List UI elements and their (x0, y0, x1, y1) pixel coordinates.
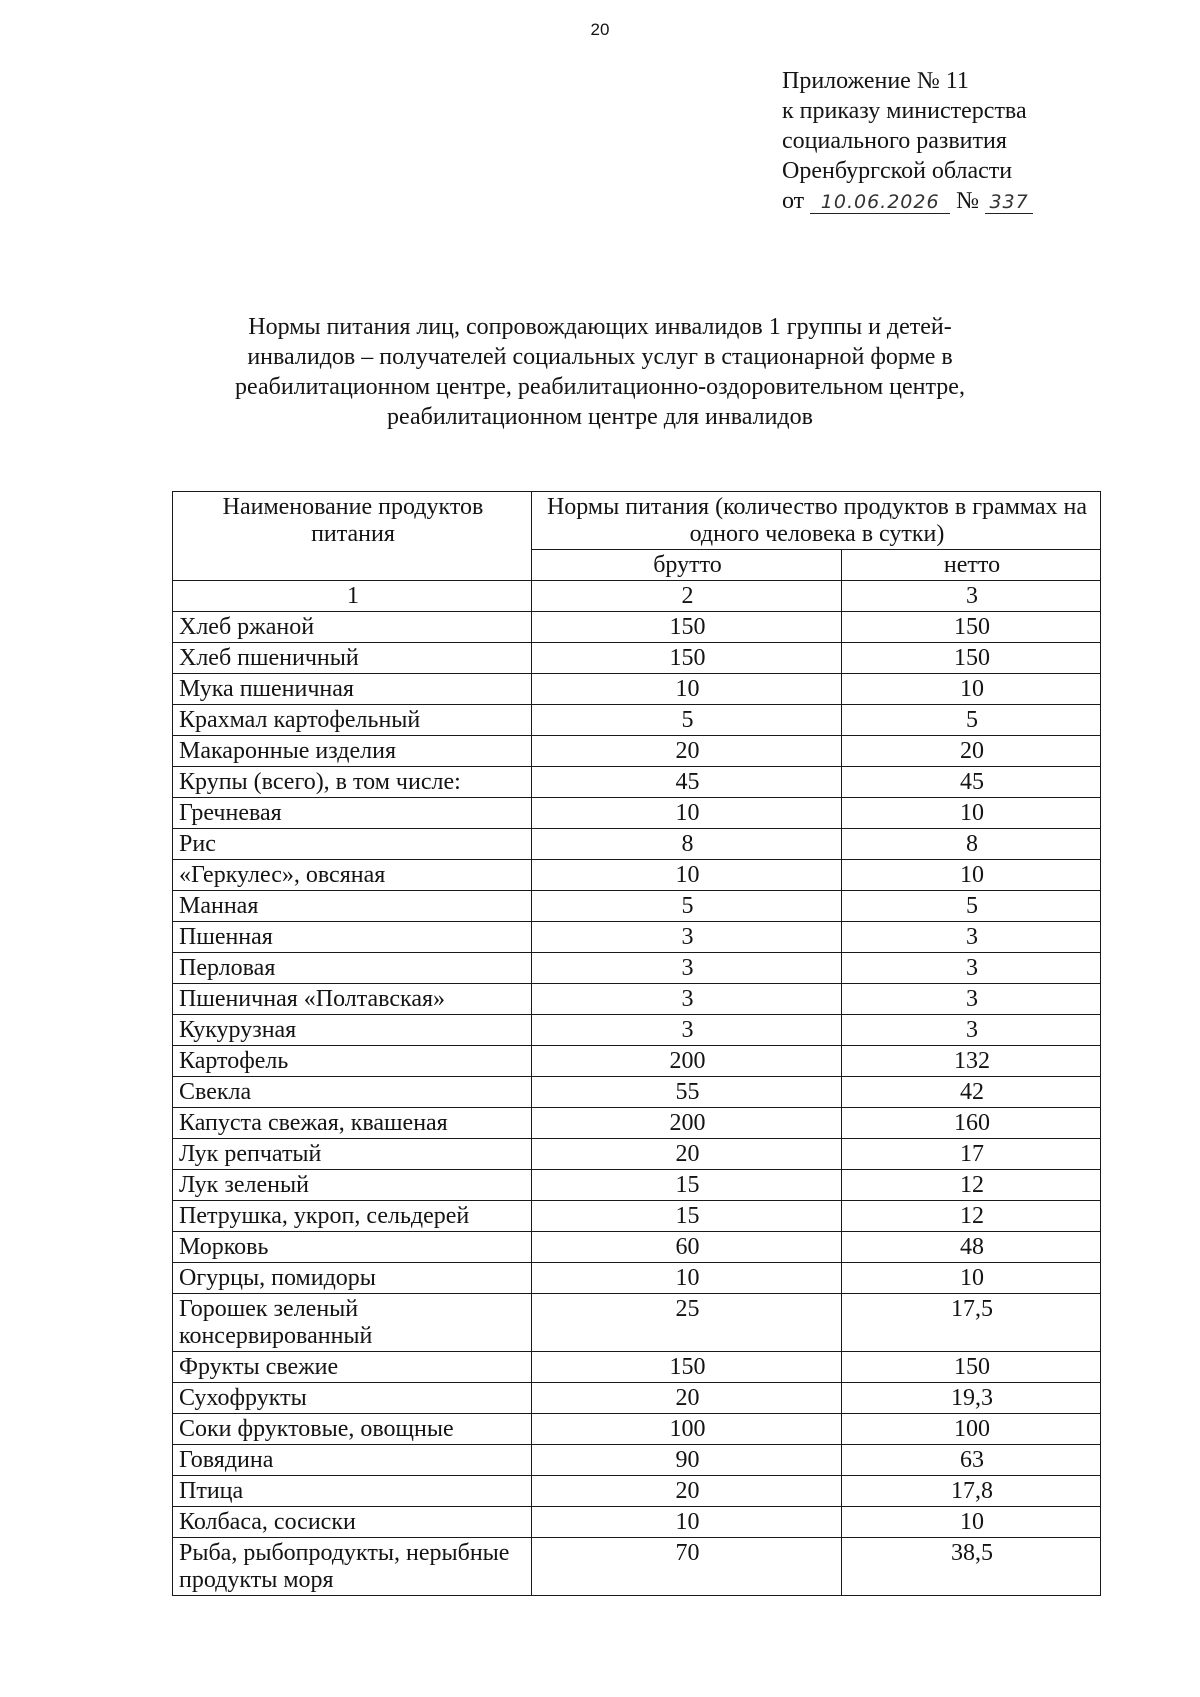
brutto-cell: 15 (532, 1201, 842, 1232)
brutto-cell: 10 (532, 1507, 842, 1538)
title-line: инвалидов – получателей социальных услуг в стационарной форме в (247, 344, 953, 370)
brutto-cell: 3 (532, 922, 842, 953)
brutto-cell: 200 (532, 1046, 842, 1077)
brutto-cell: 8 (532, 829, 842, 860)
table-row (173, 860, 1101, 891)
product-name-cell: Петрушка, укроп, сельдерей (173, 1201, 532, 1232)
brutto-cell: 3 (532, 1015, 842, 1046)
product-name-cell: Капуста свежая, квашеная (173, 1108, 532, 1139)
product-name-cell: Перловая (173, 953, 532, 984)
brutto-cell: 10 (532, 798, 842, 829)
netto-cell: 38,5 (842, 1538, 1101, 1596)
table-row (173, 1139, 1101, 1170)
netto-cell: 12 (842, 1170, 1101, 1201)
brutto-cell: 60 (532, 1232, 842, 1263)
product-name-cell: Крупы (всего), в том числе: (173, 767, 532, 798)
title-line: реабилитационном центре, реабилитационно-оздоровительном центре, (235, 374, 965, 400)
netto-cell: 48 (842, 1232, 1101, 1263)
netto-cell: 10 (842, 674, 1101, 705)
netto-cell: 150 (842, 612, 1101, 643)
brutto-cell: 20 (532, 1383, 842, 1414)
handwritten-date: 10.06.2026 (810, 191, 950, 214)
table-row (173, 1108, 1101, 1139)
product-name-cell: Пшеничная «Полтавская» (173, 984, 532, 1015)
table-row (173, 1201, 1101, 1232)
brutto-cell: 150 (532, 1352, 842, 1383)
netto-cell: 132 (842, 1046, 1101, 1077)
product-name-cell: Хлеб пшеничный (173, 643, 532, 674)
product-name-cell: Крахмал картофельный (173, 705, 532, 736)
table-row (173, 1232, 1101, 1263)
header-product-name: Наименование продуктов питания (173, 492, 532, 581)
brutto-cell: 10 (532, 674, 842, 705)
appendix-region: Оренбургской области (782, 158, 1013, 184)
number-prefix: № (956, 188, 980, 214)
table-row (173, 1077, 1101, 1108)
product-name-cell: Огурцы, помидоры (173, 1263, 532, 1294)
brutto-cell: 150 (532, 612, 842, 643)
product-name-cell: Кукурузная (173, 1015, 532, 1046)
table-row (173, 891, 1101, 922)
netto-cell: 12 (842, 1201, 1101, 1232)
product-name-cell: Гречневая (173, 798, 532, 829)
product-name-cell: Манная (173, 891, 532, 922)
table-row (173, 1170, 1101, 1201)
netto-cell: 10 (842, 860, 1101, 891)
product-name-cell: Рыба, рыбопродукты, нерыбные продукты моря (173, 1538, 532, 1596)
brutto-cell: 150 (532, 643, 842, 674)
brutto-cell: 3 (532, 984, 842, 1015)
brutto-cell: 20 (532, 1139, 842, 1170)
brutto-cell: 100 (532, 1414, 842, 1445)
netto-cell: 19,3 (842, 1383, 1101, 1414)
netto-cell: 63 (842, 1445, 1101, 1476)
date-prefix: от (782, 188, 805, 214)
netto-cell: 3 (842, 984, 1101, 1015)
netto-cell: 10 (842, 798, 1101, 829)
product-name-cell: Картофель (173, 1046, 532, 1077)
table-row (173, 736, 1101, 767)
appendix-ministry: социального развития (782, 128, 1007, 154)
table-row (173, 1294, 1101, 1352)
product-name-cell: Горошек зеленый консервированный (173, 1294, 532, 1352)
table-row (173, 1538, 1101, 1596)
brutto-cell: 5 (532, 705, 842, 736)
netto-cell: 3 (842, 922, 1101, 953)
title-line: Нормы питания лиц, сопровождающих инвалидов 1 группы и детей- (248, 314, 952, 340)
header-brutto: брутто (532, 550, 842, 581)
table-row (173, 1445, 1101, 1476)
product-name-cell: Макаронные изделия (173, 736, 532, 767)
product-name-cell: Птица (173, 1476, 532, 1507)
column-number: 2 (532, 581, 842, 612)
product-name-cell: Свекла (173, 1077, 532, 1108)
product-name-cell: Пшенная (173, 922, 532, 953)
table-row (173, 1046, 1101, 1077)
table-row (173, 705, 1101, 736)
table-row (173, 1507, 1101, 1538)
table-row (173, 767, 1101, 798)
appendix-order-ref: к приказу министерства (782, 98, 1027, 124)
product-name-cell: «Геркулес», овсяная (173, 860, 532, 891)
header-norms: Нормы питания (количество продуктов в граммах на одного человека в сутки) (532, 492, 1101, 550)
brutto-cell: 15 (532, 1170, 842, 1201)
netto-cell: 160 (842, 1108, 1101, 1139)
netto-cell: 100 (842, 1414, 1101, 1445)
product-name-cell: Соки фруктовые, овощные (173, 1414, 532, 1445)
product-name-cell: Говядина (173, 1445, 532, 1476)
brutto-cell: 25 (532, 1294, 842, 1352)
page-number: 20 (590, 20, 610, 39)
brutto-cell: 200 (532, 1108, 842, 1139)
table-row (173, 798, 1101, 829)
netto-cell: 20 (842, 736, 1101, 767)
table-row (173, 984, 1101, 1015)
product-name-cell: Хлеб ржаной (173, 612, 532, 643)
appendix-block (782, 66, 1033, 216)
netto-cell: 10 (842, 1263, 1101, 1294)
table-row (173, 1383, 1101, 1414)
column-number-row (173, 581, 1101, 612)
product-name-cell: Фрукты свежие (173, 1352, 532, 1383)
netto-cell: 42 (842, 1077, 1101, 1108)
brutto-cell: 70 (532, 1538, 842, 1596)
product-name-cell: Лук репчатый (173, 1139, 532, 1170)
handwritten-order-number: 337 (985, 191, 1033, 214)
table-row (173, 674, 1101, 705)
column-number: 1 (173, 581, 532, 612)
table-row (173, 1015, 1101, 1046)
netto-cell: 8 (842, 829, 1101, 860)
norms-table (172, 491, 1101, 1596)
table-row (173, 829, 1101, 860)
table-row (173, 1352, 1101, 1383)
netto-cell: 17,5 (842, 1294, 1101, 1352)
netto-cell: 5 (842, 705, 1101, 736)
appendix-date-line (782, 186, 1033, 216)
netto-cell: 3 (842, 953, 1101, 984)
header-netto: нетто (842, 550, 1101, 581)
table-row (173, 643, 1101, 674)
product-name-cell: Морковь (173, 1232, 532, 1263)
netto-cell: 3 (842, 1015, 1101, 1046)
table-row (173, 1476, 1101, 1507)
product-name-cell: Колбаса, сосиски (173, 1507, 532, 1538)
brutto-cell: 10 (532, 860, 842, 891)
brutto-cell: 20 (532, 736, 842, 767)
netto-cell: 17 (842, 1139, 1101, 1170)
netto-cell: 150 (842, 643, 1101, 674)
brutto-cell: 20 (532, 1476, 842, 1507)
brutto-cell: 5 (532, 891, 842, 922)
brutto-cell: 45 (532, 767, 842, 798)
appendix-title: Приложение № 11 (782, 68, 969, 94)
brutto-cell: 90 (532, 1445, 842, 1476)
product-name-cell: Мука пшеничная (173, 674, 532, 705)
netto-cell: 5 (842, 891, 1101, 922)
table-row (173, 612, 1101, 643)
netto-cell: 17,8 (842, 1476, 1101, 1507)
brutto-cell: 3 (532, 953, 842, 984)
document-title (170, 312, 1030, 432)
title-line: реабилитационном центре для инвалидов (387, 404, 813, 430)
netto-cell: 150 (842, 1352, 1101, 1383)
table-row (173, 953, 1101, 984)
brutto-cell: 10 (532, 1263, 842, 1294)
column-number: 3 (842, 581, 1101, 612)
table-row (173, 1414, 1101, 1445)
norms-table-container (172, 491, 1100, 1596)
netto-cell: 45 (842, 767, 1101, 798)
product-name-cell: Лук зеленый (173, 1170, 532, 1201)
product-name-cell: Сухофрукты (173, 1383, 532, 1414)
table-row (173, 1263, 1101, 1294)
brutto-cell: 55 (532, 1077, 842, 1108)
netto-cell: 10 (842, 1507, 1101, 1538)
product-name-cell: Рис (173, 829, 532, 860)
table-row (173, 922, 1101, 953)
